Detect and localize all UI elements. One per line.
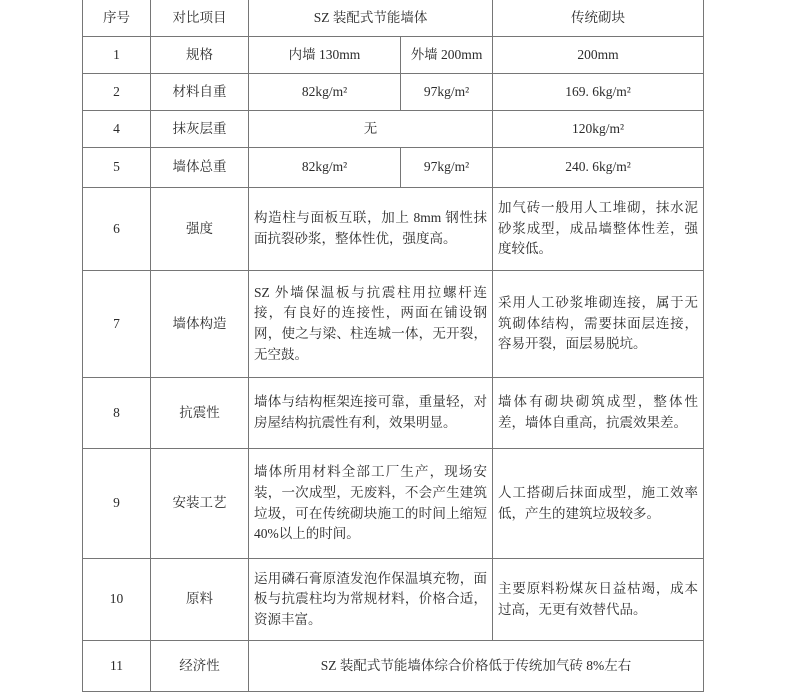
cell-sz-merged: 运用磷石膏原渣发泡作保温填充物，面板与抗震柱均为常规材料，价格合适，资源丰富。	[249, 559, 493, 641]
row-item-label: 强度	[151, 188, 249, 271]
row-index: 11	[83, 641, 151, 692]
cell-traditional: 采用人工砂浆堆砌连接，属于无筑砌体结构，需要抹面层连接，容易开裂，面层易脱坑。	[493, 271, 704, 378]
table-row	[83, 559, 704, 641]
cell-traditional: 加气砖一般用人工堆砌，抹水泥砂浆成型，成品墙整体性差，强度较低。	[493, 188, 704, 271]
row-item-label: 墙体构造	[151, 271, 249, 378]
cell-traditional: 200mm	[493, 37, 704, 74]
row-index: 2	[83, 74, 151, 111]
cell-sz-inner: 内墙 130mm	[249, 37, 401, 74]
cell-traditional: 人工搭砌后抹面成型，施工效率低，产生的建筑垃圾较多。	[493, 449, 704, 559]
wall-comparison-table	[82, 0, 704, 692]
table-row	[83, 148, 704, 188]
cell-sz-outer: 97kg/m²	[401, 74, 493, 111]
cell-full-merged: SZ 装配式节能墙体综合价格低于传统加气砖 8%左右	[249, 641, 704, 692]
row-index: 9	[83, 449, 151, 559]
table-row	[83, 188, 704, 271]
cell-traditional: 240. 6kg/m²	[493, 148, 704, 188]
table-row	[83, 37, 704, 74]
cell-sz-merged: 无	[249, 111, 493, 148]
row-index: 1	[83, 37, 151, 74]
cell-sz-outer: 97kg/m²	[401, 148, 493, 188]
table-row	[83, 271, 704, 378]
cell-traditional: 169. 6kg/m²	[493, 74, 704, 111]
cell-sz-merged: SZ 外墙保温板与抗震柱用拉螺杆连接，有良好的连接性，两面在铺设钢网，使之与梁、柱连城一体，无开裂，无空鼓。	[249, 271, 493, 378]
row-item-label: 安装工艺	[151, 449, 249, 559]
row-index: 4	[83, 111, 151, 148]
row-item-label: 墙体总重	[151, 148, 249, 188]
row-item-label: 材料自重	[151, 74, 249, 111]
row-item-label: 原料	[151, 559, 249, 641]
row-index: 8	[83, 378, 151, 449]
header-cell-item: 对比项目	[151, 0, 249, 37]
row-item-label: 规格	[151, 37, 249, 74]
row-index: 5	[83, 148, 151, 188]
header-cell-index: 序号	[83, 0, 151, 37]
row-index: 10	[83, 559, 151, 641]
cell-sz-outer: 外墙 200mm	[401, 37, 493, 74]
table-row	[83, 378, 704, 449]
cell-traditional: 120kg/m²	[493, 111, 704, 148]
cell-sz-merged: 构造柱与面板互联，加上 8mm 钢性抹面抗裂砂浆，整体性优，强度高。	[249, 188, 493, 271]
table-header-row	[83, 0, 704, 37]
cell-sz-inner: 82kg/m²	[249, 74, 401, 111]
table-row	[83, 449, 704, 559]
cell-sz-merged: 墙体与结构框架连接可靠，重量轻，对房屋结构抗震性有利，效果明显。	[249, 378, 493, 449]
header-cell-sz: SZ 装配式节能墙体	[249, 0, 493, 37]
row-item-label: 抗震性	[151, 378, 249, 449]
comparison-table-container	[82, 0, 703, 692]
table-row	[83, 641, 704, 692]
cell-traditional: 主要原料粉煤灰日益枯竭，成本过高，无更有效替代品。	[493, 559, 704, 641]
row-item-label: 经济性	[151, 641, 249, 692]
row-index: 6	[83, 188, 151, 271]
table-row	[83, 111, 704, 148]
row-index: 7	[83, 271, 151, 378]
cell-sz-merged: 墙体所用材料全部工厂生产，现场安装，一次成型，无废料，不会产生建筑垃圾，可在传统砌块施工的时间上缩短 40%以上的时间。	[249, 449, 493, 559]
row-item-label: 抹灰层重	[151, 111, 249, 148]
cell-traditional: 墙体有砌块砌筑成型，整体性差，墙体自重高，抗震效果差。	[493, 378, 704, 449]
header-cell-traditional: 传统砌块	[493, 0, 704, 37]
table-row	[83, 74, 704, 111]
cell-sz-inner: 82kg/m²	[249, 148, 401, 188]
